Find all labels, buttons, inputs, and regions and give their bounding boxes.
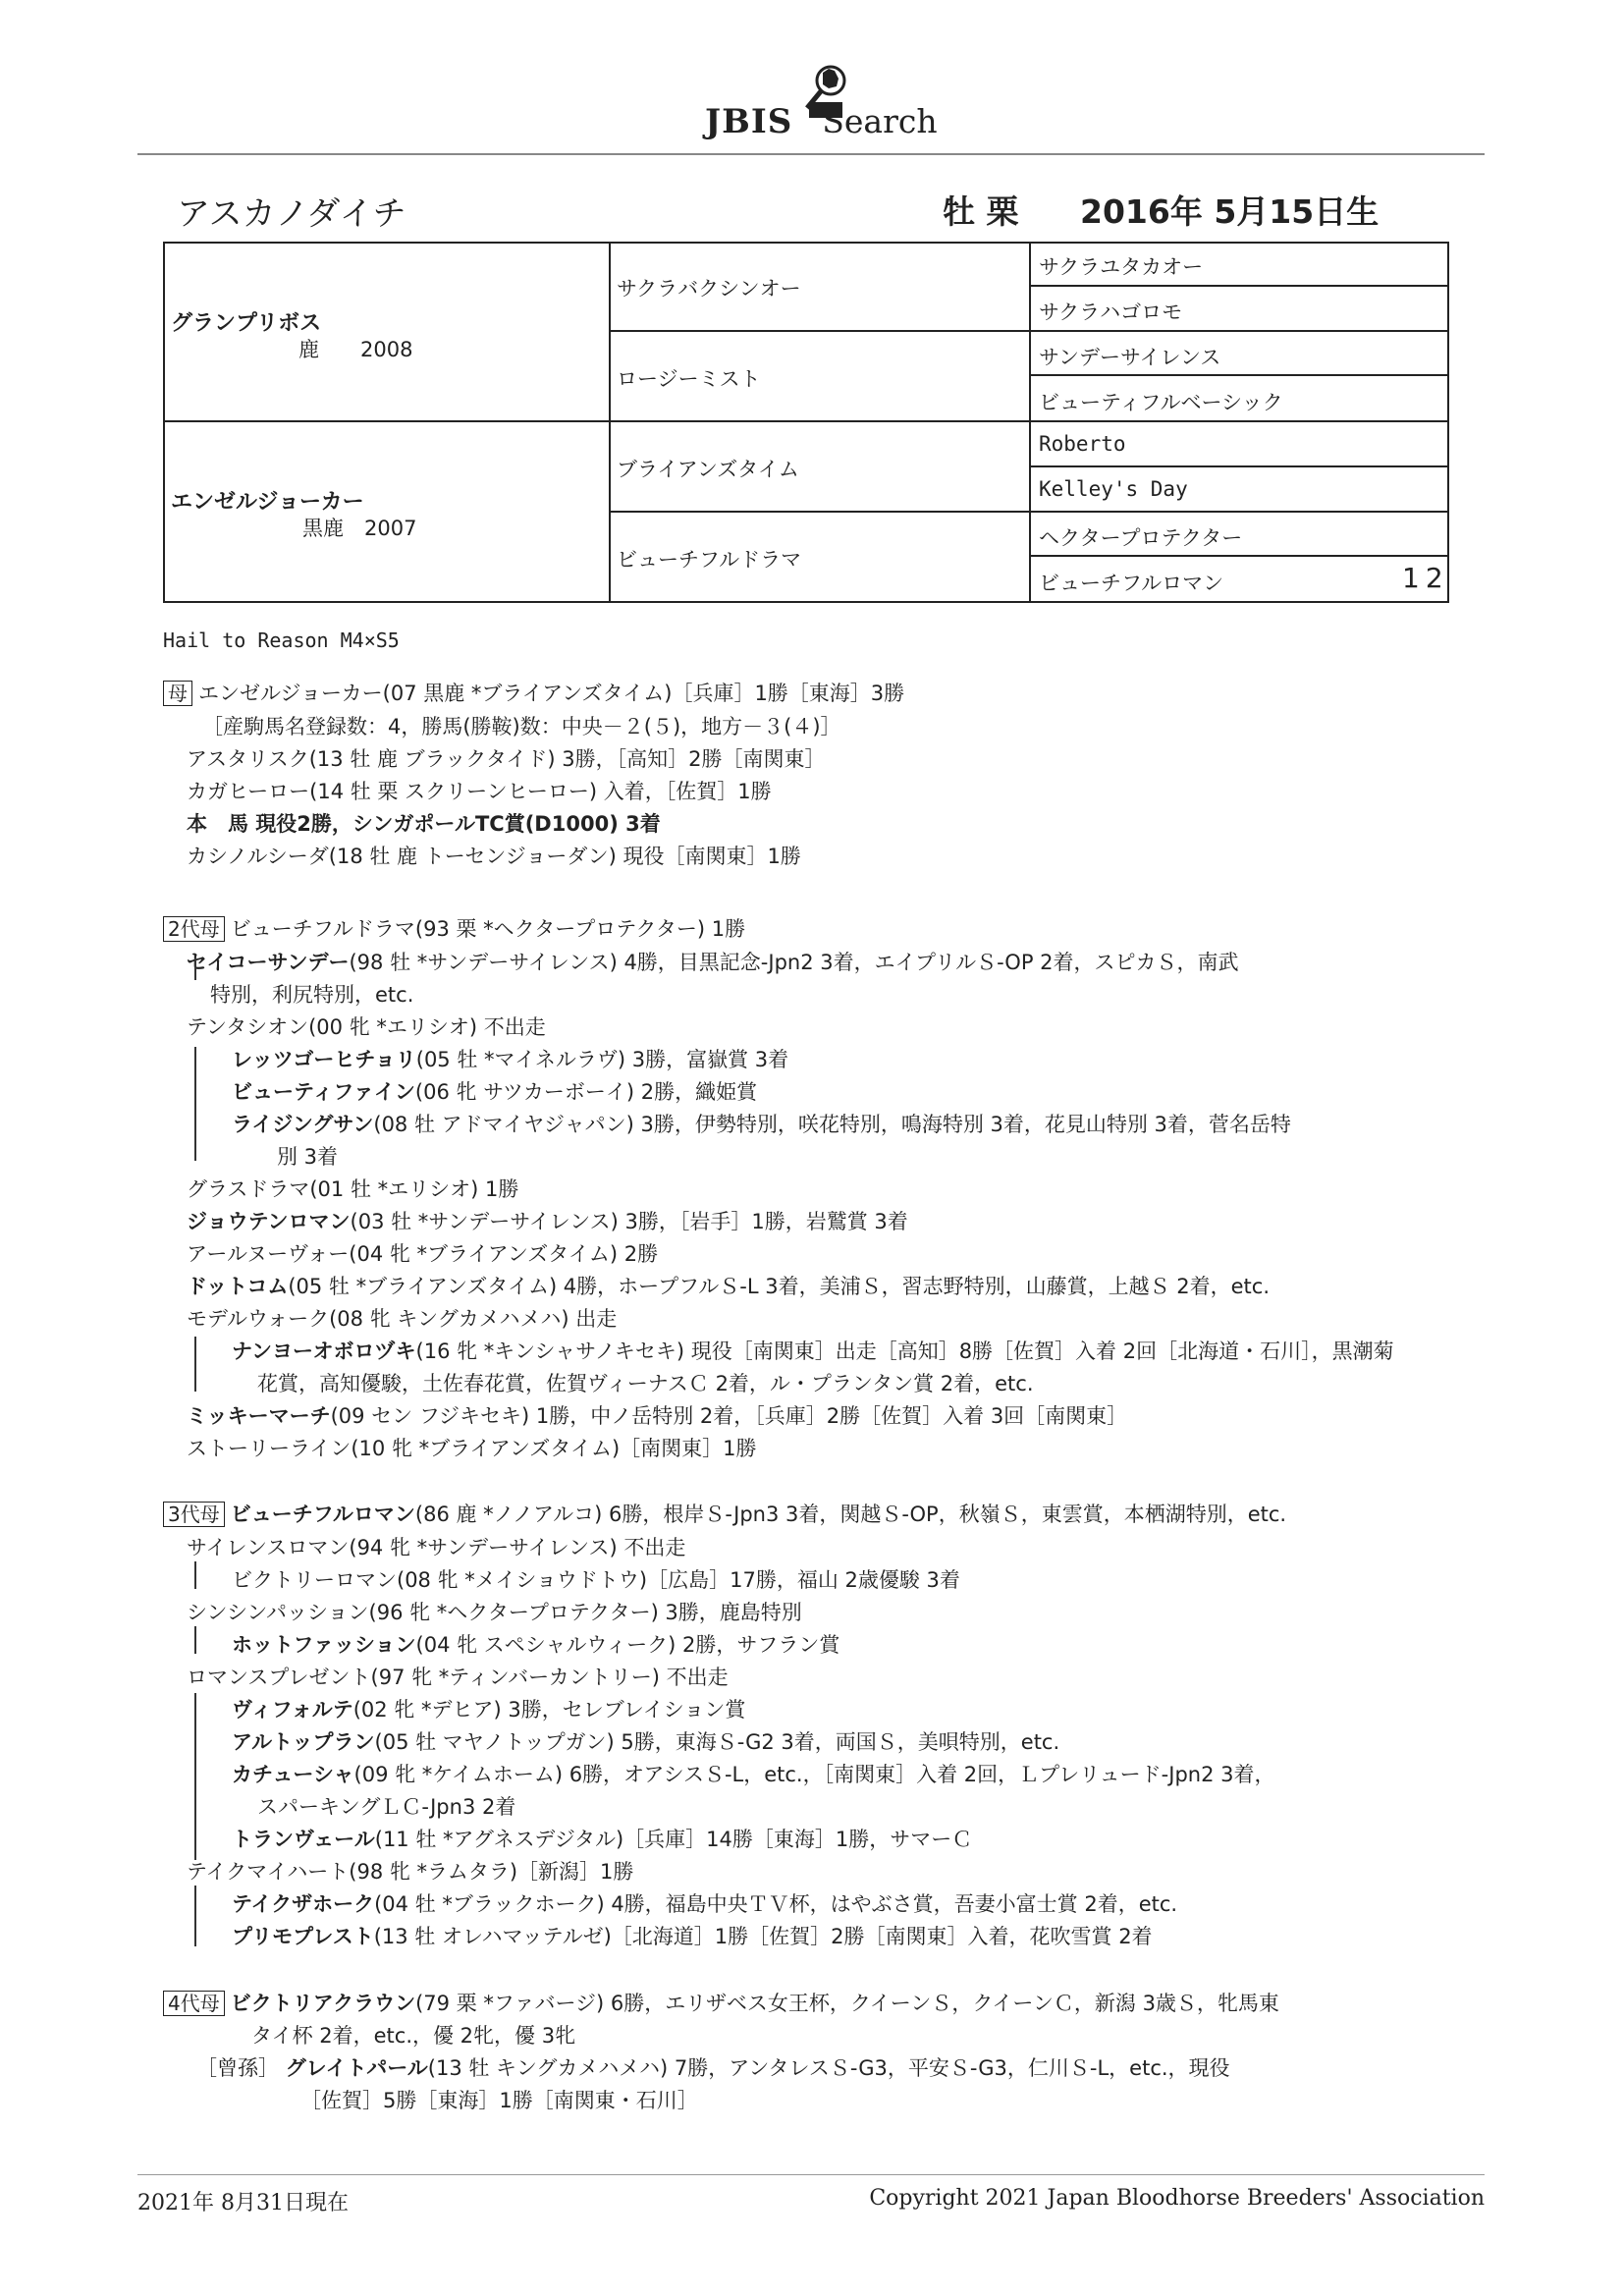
g3-horse-name: ホットファッション	[232, 1633, 416, 1657]
birth-date: 2016年 5月15日生	[1080, 192, 1380, 231]
g2-record: (98 牡 *サンデーサイレンス) 4勝，目黒記念-Jpn2 3着，エイプリルＳ-OP 2着，スピカＳ，南武	[349, 951, 1239, 974]
g2-horse-name: レッツゴーヒチョリ	[232, 1048, 416, 1071]
g2-record: アールヌーヴォー(04 牝 *ブライアンズタイム) 2勝	[187, 1242, 659, 1266]
g3-record: (05 牡 マヤノトップガン) 5勝，東海Ｓ-G2 3着，両国Ｓ，美唄特別，etc.	[374, 1730, 1060, 1754]
g3-record: ビクトリーロマン(08 牝 *メイショウドトウ)［広島］17勝，福山 2歳優駿 3着	[232, 1568, 960, 1592]
g3-line	[187, 1662, 729, 1691]
g3-line	[232, 1564, 960, 1594]
g3-record: (04 牝 スペシャルウィーク) 2勝，サフラン賞	[415, 1633, 840, 1657]
g2-record: (03 牡 *サンデーサイレンス) 3勝，［岩手］1勝，岩鷲賞 3着	[350, 1210, 908, 1233]
dam-line: 本 馬 現役2勝，シンガポールTC賞(D1000) 3着	[187, 812, 661, 836]
g3-name: ビューティフルベーシック	[1039, 391, 1283, 414]
g2-name: ブライアンズタイム	[617, 458, 799, 481]
g2-name: サクラバクシンオー	[617, 277, 801, 301]
connector-bar	[194, 1337, 196, 1392]
horse-name: アスカノダイチ	[177, 194, 406, 234]
g2-record: (06 牝 サツカーボーイ) 2勝，織姫賞	[414, 1080, 758, 1104]
g3-line	[232, 1888, 1177, 1918]
g3-record: (04 牡 *ブラックホーク) 4勝，福島中央ＴＶ杯，はやぶさ賞，吾妻小富士賞 2着，etc.	[374, 1892, 1178, 1916]
g2-horse-name: ライジングサン	[232, 1113, 374, 1136]
sire-info: 鹿 2008	[298, 338, 413, 361]
g3-record: サイレンスロマン(94 牝 *サンデーサイレンス) 不出走	[187, 1536, 686, 1559]
g4-sub-name: グレイトパール	[285, 2056, 428, 2080]
g2-record: (05 牡 *マイネルラヴ) 3勝，富嶽賞 3着	[415, 1048, 789, 1071]
g2-record: 花賞，高知優駿，土佐春花賞，佐賀ヴィーナスＣ 2着，ル・プランタン賞 2着，etc.	[257, 1372, 1034, 1395]
dam-head	[163, 678, 904, 707]
connector-bar	[194, 1626, 196, 1654]
g2-line	[187, 1303, 617, 1333]
g2-horse-name: ナンヨーオボロヅキ	[232, 1339, 416, 1363]
g3-line	[187, 1532, 685, 1561]
g3-record: (02 牝 *デヒア) 3勝，セレブレイション賞	[352, 1698, 746, 1722]
g2-line	[187, 1011, 546, 1041]
dam-tag: 母	[163, 681, 192, 706]
g2-record: (16 牝 *キンシャサノキセキ) 現役［南関東］出走［高知］8勝［佐賀］入着 2回［北海道・石川］，黒潮菊	[415, 1339, 1394, 1363]
dam-line: エンゼルジョーカー(07 黒鹿 *ブライアンズタイム)［兵庫］1勝［東海］3勝	[198, 682, 905, 705]
g3-line	[257, 1791, 515, 1821]
g3-line	[187, 1597, 802, 1626]
g2-horse-name: セイコーサンデー	[187, 951, 350, 974]
g3-head	[163, 1499, 1286, 1528]
dam-info: 黒鹿 2007	[302, 517, 417, 540]
g3-name: Roberto	[1039, 432, 1126, 456]
g4-head-cont: タイ杯 2着，etc.，優 2牝，優 3牝	[251, 2024, 576, 2048]
g4-sub-text: (13 牡 キングカメハメハ) 7勝，アンタレスＳ-G3，平安Ｓ-G3，仁川Ｓ-L，etc.，現役	[427, 2056, 1230, 2080]
g3-line	[232, 1629, 839, 1659]
g4-sub	[196, 2052, 1230, 2082]
g3-horse-name: ヴィフォルテ	[232, 1698, 353, 1722]
g2-line	[187, 947, 1239, 976]
g3-tag: 3代母	[163, 1502, 225, 1527]
dam-name: エンゼルジョーカー	[171, 490, 364, 515]
g3-head-text: (86 鹿 *ノノアルコ) 6勝，根岸Ｓ-Jpn3 3着，関越Ｓ-OP，秋嶺Ｓ，東雲賞，本栖湖特別，etc.	[414, 1503, 1287, 1526]
g3-record: スパーキングＬＣ-Jpn3 2着	[257, 1795, 516, 1819]
g2-line	[232, 1109, 1291, 1138]
g3-line	[232, 1726, 1059, 1756]
g2-record: テンタシオン(00 牝 *エリシオ) 不出走	[187, 1015, 546, 1039]
g2-horse-name: ミッキーマーチ	[187, 1404, 331, 1428]
g3-line	[232, 1759, 1274, 1788]
g2-line	[187, 1174, 518, 1203]
g2-record: (08 牡 アドマイヤジャパン) 3勝，伊勢特別，咲花特別，鳴海特別 3着，花見山特別 3着，菅名岳特	[373, 1113, 1291, 1136]
g2-name: ロージーミスト	[617, 367, 761, 391]
g3-record: ロマンスプレゼント(97 牝 *ティンバーカントリー) 不出走	[187, 1666, 729, 1689]
g4-sub-tag: ［曾孫］	[196, 2056, 279, 2080]
g2-record: 特別，利尻特別，etc.	[210, 983, 414, 1007]
g3-horse-name: アルトップラン	[232, 1730, 375, 1754]
header-rule	[137, 153, 1485, 155]
g2-record: グラスドラマ(01 牡 *エリシオ) 1勝	[187, 1177, 519, 1201]
g3-horse-name: テイクザホーク	[232, 1892, 375, 1916]
g2-line	[257, 1368, 1034, 1397]
g3-head-name: ビューチフルロマン	[230, 1503, 415, 1526]
g2-record: (05 牡 *ブライアンズタイム) 4勝，ホープフルＳ-L 3着，美浦Ｓ，習志野特別，山藤賞，上越Ｓ 2着，etc.	[288, 1275, 1271, 1298]
g3-line	[232, 1921, 1153, 1950]
dam-line: カガヒーロー(14 牡 栗 スクリーンヒーロー) 入着，［佐賀］1勝	[187, 780, 772, 803]
connector-bar	[194, 1886, 196, 1946]
dam-line: カシノルシーダ(18 牡 鹿 トーセンジョーダン) 現役［南関東］1勝	[187, 845, 801, 868]
g3-record: (13 牡 オレハマッテルゼ)［北海道］1勝［佐賀］2勝［南関東］入着，花吹雪賞 2着	[373, 1925, 1153, 1948]
g2-line	[187, 1238, 658, 1268]
g2-line	[187, 1271, 1270, 1300]
g3-record: テイクマイハート(98 牝 *ラムタラ)［新潟］1勝	[187, 1860, 634, 1884]
pedigree-table	[163, 242, 1449, 603]
g2-horse-name: ジョウテンロマン	[187, 1210, 351, 1233]
g3-record: (11 牡 *アグネスデジタル)［兵庫］14勝［東海］1勝，サマーＣ	[374, 1828, 973, 1851]
g2-horse-name: ドットコム	[187, 1275, 289, 1298]
sire-name: グランプリボス	[171, 311, 322, 336]
g2-record: ストーリーライン(10 牝 *ブライアンズタイム)［南関東］1勝	[187, 1437, 757, 1460]
family-number: 12	[1402, 562, 1449, 594]
g3-horse-name: プリモプレスト	[232, 1925, 374, 1948]
as-of-date: 2021年 8月31日現在	[137, 2191, 349, 2215]
g4-head-text: (79 栗 *ファバージ) 6勝，エリザベス女王杯，クイーンＳ，クイーンＣ，新潟 3歳Ｓ，牝馬東	[415, 1992, 1279, 2015]
dam-line: アスタリスク(13 牡 鹿 ブラックタイド) 3勝，［高知］2勝［南関東］	[187, 747, 826, 771]
g2-line	[210, 979, 413, 1009]
g3-line	[232, 1824, 972, 1853]
g3-name: サクラユタカオー	[1039, 255, 1204, 279]
g2-line	[187, 1400, 1127, 1430]
jbis-logo	[705, 59, 941, 149]
g2-horse-name: ビューティファイン	[232, 1080, 415, 1104]
g2-line	[232, 1336, 1394, 1365]
g3-name: サクラハゴロモ	[1039, 301, 1183, 324]
logo-text: JBIS Search	[705, 102, 938, 141]
g2-line	[187, 1206, 908, 1235]
connector-bar	[194, 1561, 196, 1589]
sex-color: 牡 栗	[943, 192, 1019, 231]
g3-name: ヘクタープロテクター	[1039, 526, 1243, 550]
g3-horse-name: カチューシャ	[232, 1763, 354, 1786]
copyright: Copyright 2021 Japan Bloodhorse Breeders' Association	[869, 2186, 1485, 2211]
g3-horse-name: トランヴェール	[232, 1828, 375, 1851]
g4-tag: 4代母	[163, 1991, 225, 2016]
g3-line	[187, 1856, 633, 1886]
g2-record: 別 3着	[277, 1145, 339, 1169]
g3-line	[232, 1694, 745, 1723]
g2-line	[232, 1076, 757, 1106]
footer-rule	[137, 2174, 1485, 2175]
dam-line: ［産駒馬名登録数：4，勝馬(勝鞍)数：中央－２(５)，地方－３(４)］	[202, 715, 841, 738]
g2-record: (09 セン フジキセキ) 1勝，中ノ岳特別 2着，［兵庫］2勝［佐賀］入着 3回［南関東］	[330, 1404, 1128, 1428]
connector-bar	[194, 958, 196, 980]
connector-bar	[194, 1047, 196, 1161]
g2-line	[187, 1433, 757, 1462]
g4-sub-cont: ［佐賀］5勝［東海］1勝［南関東・石川］	[300, 2089, 698, 2112]
g3-name: ビューチフルロマン	[1039, 572, 1224, 595]
g3-record: (09 牝 *ケイムホーム) 6勝，オアシスＳ-L，etc.，［南関東］入着 2回，Ｌプレリュード-Jpn2 3着，	[353, 1763, 1275, 1786]
connector-bar	[194, 1693, 196, 1860]
g3-record: シンシンパッション(96 牝 *ヘクタープロテクター) 3勝，鹿島特別	[187, 1601, 802, 1624]
g2-tag: 2代母	[163, 916, 225, 942]
g2-head	[163, 913, 745, 943]
g4-head-name: ビクトリアクラウン	[230, 1992, 416, 2015]
g4-head	[163, 1988, 1279, 2017]
g2-name: ビューチフルドラマ	[617, 548, 802, 572]
g2-line	[277, 1141, 338, 1171]
g2-record: モデルウォーク(08 牝 キングカメハメハ) 出走	[187, 1307, 618, 1331]
g2-head-text: ビューチフルドラマ(93 栗 *ヘクタープロテクター) 1勝	[230, 917, 746, 941]
inbreeding-note: Hail to Reason M4×S5	[163, 629, 400, 652]
g3-name: Kelley's Day	[1039, 477, 1188, 501]
g3-name: サンデーサイレンス	[1039, 346, 1221, 369]
g2-line	[232, 1044, 788, 1073]
